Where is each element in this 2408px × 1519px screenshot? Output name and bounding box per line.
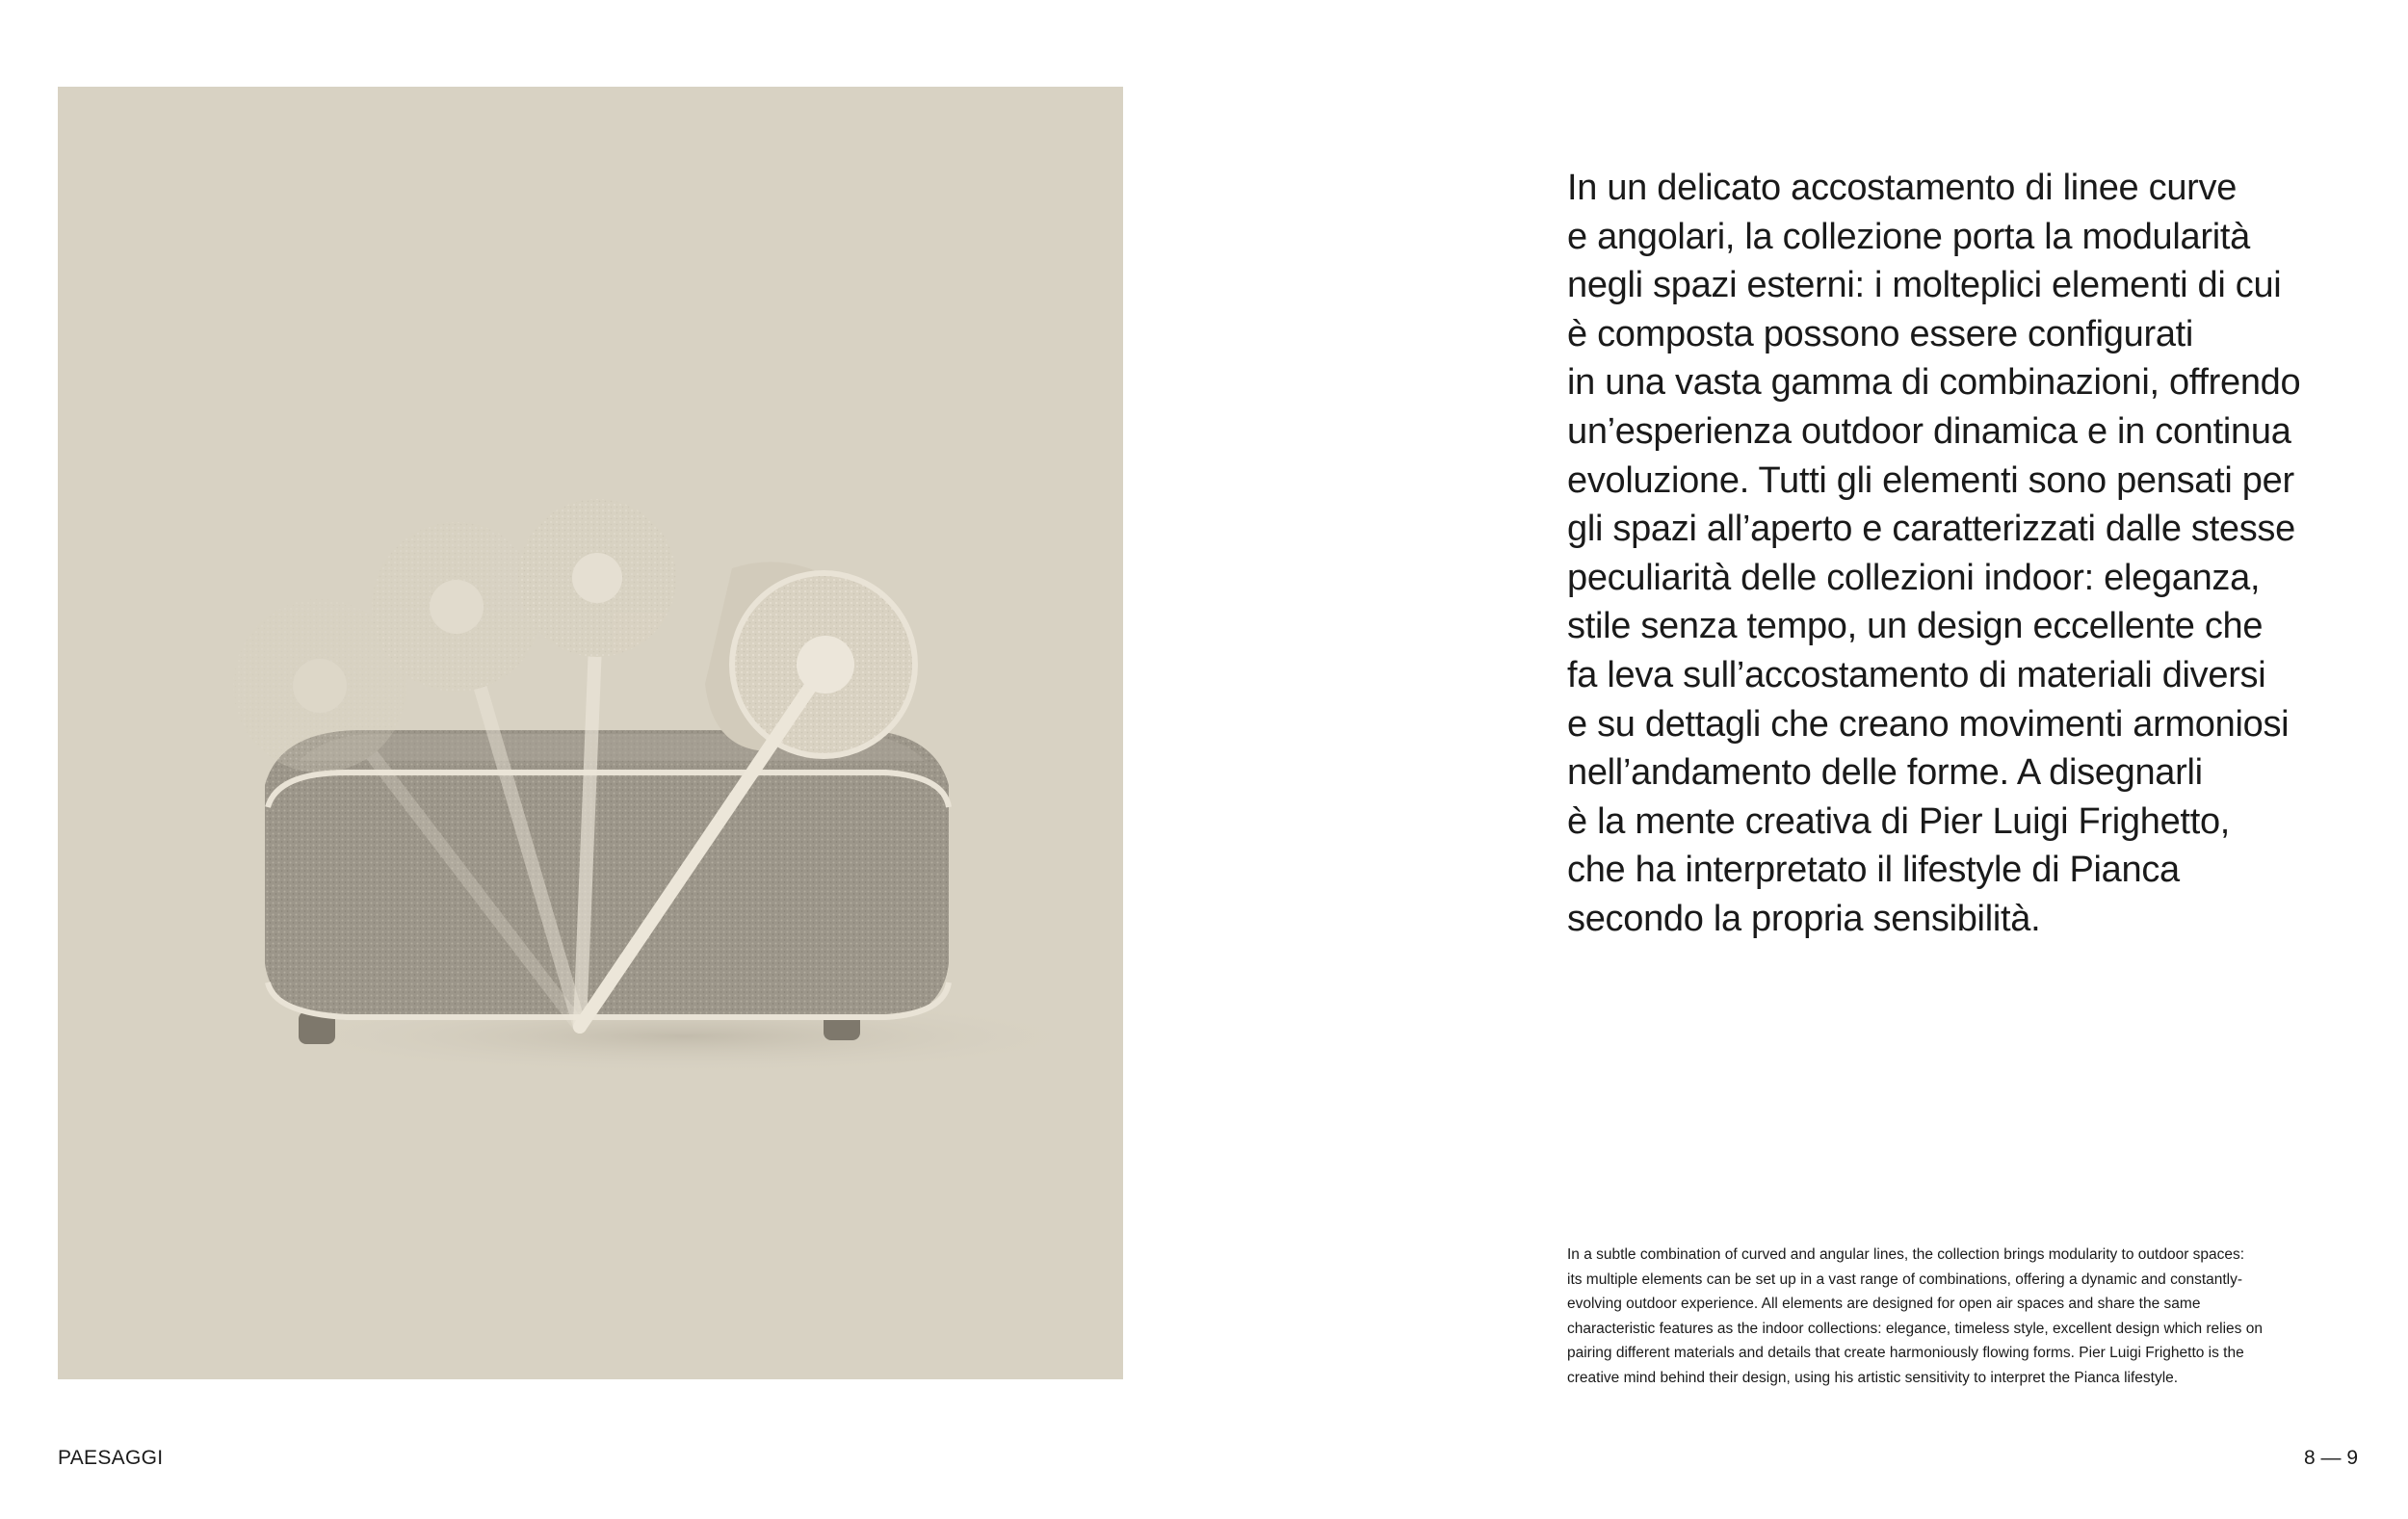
- page-numbers: 8 — 9: [2303, 1447, 2358, 1469]
- section-label: PAESAGGI: [58, 1447, 164, 1469]
- product-photo: [58, 87, 1123, 1379]
- paragraph-english: In a subtle combination of curved and angular lines, the collection brings modularity to outdoor spaces: its multiple elements can be set up in a vast range of combinations, offering a dynamic and constantly- evolving outdoor experience. All elements are designed for open air spaces and share the same characteristic features as the indoor collections: elegance, timeless style, excellent design which relies on pairing different materials and details that create harmoniously flowing forms. Pier Luigi Frighetto is the creative mind behind their design, using his artistic sensitivity to interpret the Pianca lifestyle.: [1567, 1246, 2263, 1386]
- ottoman-illustration: [58, 87, 1123, 1379]
- main-paragraph-italian: In un delicato accostamento di linee curve e angolari, la collezione porta la modularità negli spazi esterni: i molteplici elementi di cui è composta possono essere configurati in una vasta gamma di combinazioni, offrendo un’esperienza outdoor dinamica e in continua evoluzione. Tutti gli elementi sono pensati per gli spazi all’aperto e caratterizzati dalle stesse peculiarità delle collezioni indoor: eleganza, stile senza tempo, un design eccellente che fa leva sull’accostamento di materiali diversi e su dettagli che creano movimenti armoniosi nell’andamento delle forme. A disegnarli è la mente creativa di Pier Luigi Frighetto, che ha interpretato il lifestyle di Pianca secondo la propria sensibilità.: [1567, 168, 2301, 939]
